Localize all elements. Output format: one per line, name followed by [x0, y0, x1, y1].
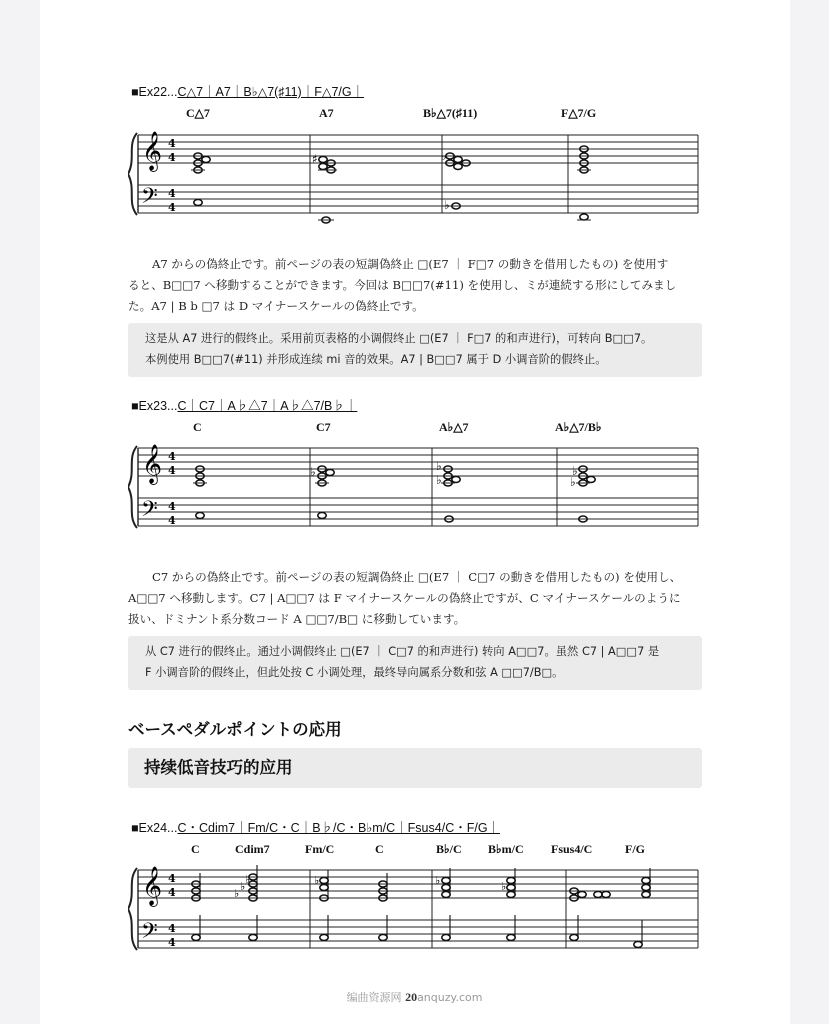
example-title-ex22 [131, 82, 364, 100]
text-line: 扱い、ドミナント系分数コード A □□7/B□ に移動しています。 [128, 612, 466, 626]
treble-clef-icon: 𝄞 [142, 131, 163, 171]
note-head [578, 892, 586, 898]
grand-staff-ex24 [128, 860, 703, 960]
example-label: ■Ex24... [131, 821, 178, 835]
note-head [507, 892, 515, 898]
note-head [320, 878, 328, 884]
note-head [594, 892, 602, 898]
text-line: C7 からの偽終止です。前ページの表の短調偽終止 □(E7 ｜ C□7 の動きを借用したもの) を使用し、 [152, 570, 682, 584]
bass-clef-icon: 𝄢 [141, 497, 158, 527]
time-signature-bottom: 4 [168, 514, 176, 527]
time-signature-bottom: 4 [168, 201, 176, 214]
chord-symbol: A7 [319, 106, 334, 120]
translation-box-2 [128, 636, 702, 690]
flat-icon: ♭ [245, 873, 251, 886]
note-head [202, 157, 210, 163]
note-head [320, 935, 328, 941]
note-head [642, 885, 650, 891]
chord-symbol: Fm/C [305, 842, 335, 856]
chord-symbol: F△7/G [561, 106, 597, 120]
chord-symbol: A♭△7/B♭ [555, 420, 602, 434]
note-head [319, 164, 327, 170]
bass-clef-icon: 𝄢 [141, 919, 158, 949]
sharp-icon: ♯ [312, 152, 318, 166]
chord-symbol: C [193, 420, 202, 434]
grand-staff-ex23 [128, 438, 703, 538]
text-line: ると、B□□7 へ移動することができます。今回は B□□7(#11) を使用し、ミが連続する形にしてみまし [128, 278, 677, 292]
note-head [196, 513, 204, 519]
flat-icon: ♭ [240, 880, 246, 893]
time-signature-top: 4 [168, 450, 176, 463]
note-head [194, 200, 202, 206]
time-signature-top: 4 [168, 137, 176, 150]
note-head [379, 935, 387, 941]
note-head [587, 477, 595, 483]
example-title-ex23 [131, 396, 357, 414]
text-line: 从 C7 进行的假终止。通过小调假终止 □(E7 ｜ C□7 的和声进行) 转向 A□□7。虽然 C7 | A□□7 是 [145, 645, 660, 658]
time-signature-top: 4 [168, 922, 176, 935]
chord-symbol: B♭m/C [488, 842, 524, 856]
note-head [249, 935, 257, 941]
note-head [642, 892, 650, 898]
text-line: た。A7 | B b □7 は D マイナースケールの偽終止です。 [128, 299, 424, 313]
note-head [634, 942, 642, 948]
note-head [602, 892, 610, 898]
time-signature-bottom: 4 [168, 886, 176, 899]
time-signature-bottom: 4 [168, 464, 176, 477]
flat-icon: ♭ [572, 464, 578, 478]
flat-icon: ♭ [436, 473, 442, 487]
flat-icon: ♭ [314, 874, 320, 887]
chord-symbol: C [375, 842, 384, 856]
example-label: ■Ex22... [131, 85, 178, 99]
note-head [507, 935, 515, 941]
note-head [320, 885, 328, 891]
note-head [454, 164, 462, 170]
time-signature-bottom: 4 [168, 936, 176, 949]
time-signature-bottom: 4 [168, 151, 176, 164]
text-line: 本例使用 B□□7(#11) 并形成连续 mi 音的效果。A7 | B□□7 属于 D 小调音阶的假终止。 [145, 352, 607, 366]
page-footer [0, 989, 829, 1005]
chord-symbol: Cdim7 [235, 842, 270, 856]
example-title-ex24 [131, 818, 500, 836]
flat-icon: ♭ [501, 880, 507, 893]
chord-symbol: Fsus4/C [551, 842, 593, 856]
bass-clef-icon: 𝄢 [141, 184, 158, 214]
paragraph-jp-1 [128, 254, 702, 317]
treble-clef-icon: 𝄞 [142, 444, 163, 484]
chord-symbol: C7 [316, 420, 331, 434]
footer-watermark-url: anquzy.com [417, 991, 483, 1004]
translation-box-1 [128, 323, 702, 377]
flat-icon: ♭ [441, 149, 447, 163]
treble-clef-icon: 𝄞 [142, 866, 163, 906]
time-signature-top: 4 [168, 187, 176, 200]
chord-symbol: B♭△7(♯11) [423, 106, 478, 120]
example-label: ■Ex23... [131, 399, 178, 413]
note-head [326, 470, 334, 476]
text-line: 这是从 A7 进行的假终止。采用前页表格的小调假终止 □(E7 ｜ F□7 的和声进行)，可转向 B□□7。 [145, 332, 653, 345]
text-line: F 小调音阶的假终止，但此处按 C 小调处理，最终导向属系分数和弦 A □□7/B□。 [145, 665, 564, 679]
note-head [192, 935, 200, 941]
flat-icon: ♭ [444, 198, 450, 212]
text-line: A7 からの偽終止です。前ページの表の短調偽終止 □(E7 ｜ F□7 の動きを借用したもの) を使用す [152, 257, 669, 271]
example-progression: C・Cdim7｜Fm/C・C｜B♭/C・B♭m/C｜Fsus4/C・F/G｜ [177, 821, 501, 835]
text-line: A□□7 へ移動します。C7 | A□□7 は F マイナースケールの偽終止ですが、C マイナースケールのように [128, 591, 681, 605]
chord-symbol: A♭△7 [439, 420, 469, 434]
page-number: 20 [405, 990, 418, 1004]
note-head [452, 477, 460, 483]
footer-watermark: 编曲资源网 [346, 991, 402, 1004]
chord-symbol: C△7 [186, 106, 210, 120]
note-head [570, 935, 578, 941]
example-progression: C△7｜A7｜B♭△7(♯11)｜F△7/G｜ [177, 85, 365, 99]
grand-staff-ex22 [128, 125, 703, 225]
flat-icon: ♭ [435, 874, 441, 887]
flat-icon: ♭ [570, 475, 576, 489]
note-head [580, 214, 588, 220]
flat-icon: ♭ [436, 459, 442, 473]
time-signature-top: 4 [168, 500, 176, 513]
note-head [454, 157, 462, 163]
note-head [507, 878, 515, 884]
example-progression: C｜C7｜A♭△7｜A♭△7/B♭｜ [177, 399, 358, 413]
note-head [318, 513, 326, 519]
chord-symbol: C [191, 842, 200, 856]
section-heading-cn: 持续低音技巧的应用 [128, 748, 702, 788]
note-head [442, 885, 450, 891]
flat-icon: ♭ [310, 465, 316, 479]
note-head [507, 885, 515, 891]
section-heading-jp: ベースペダルポイントの応用 [128, 720, 342, 739]
note-head [319, 157, 327, 163]
flat-icon: ♭ [234, 887, 240, 900]
note-head [442, 892, 450, 898]
note-head [442, 935, 450, 941]
chord-symbol: B♭/C [436, 842, 462, 856]
chord-symbol: F/G [625, 842, 645, 856]
note-head [642, 878, 650, 884]
note-head [442, 878, 450, 884]
time-signature-top: 4 [168, 872, 176, 885]
paragraph-jp-2 [128, 567, 702, 630]
